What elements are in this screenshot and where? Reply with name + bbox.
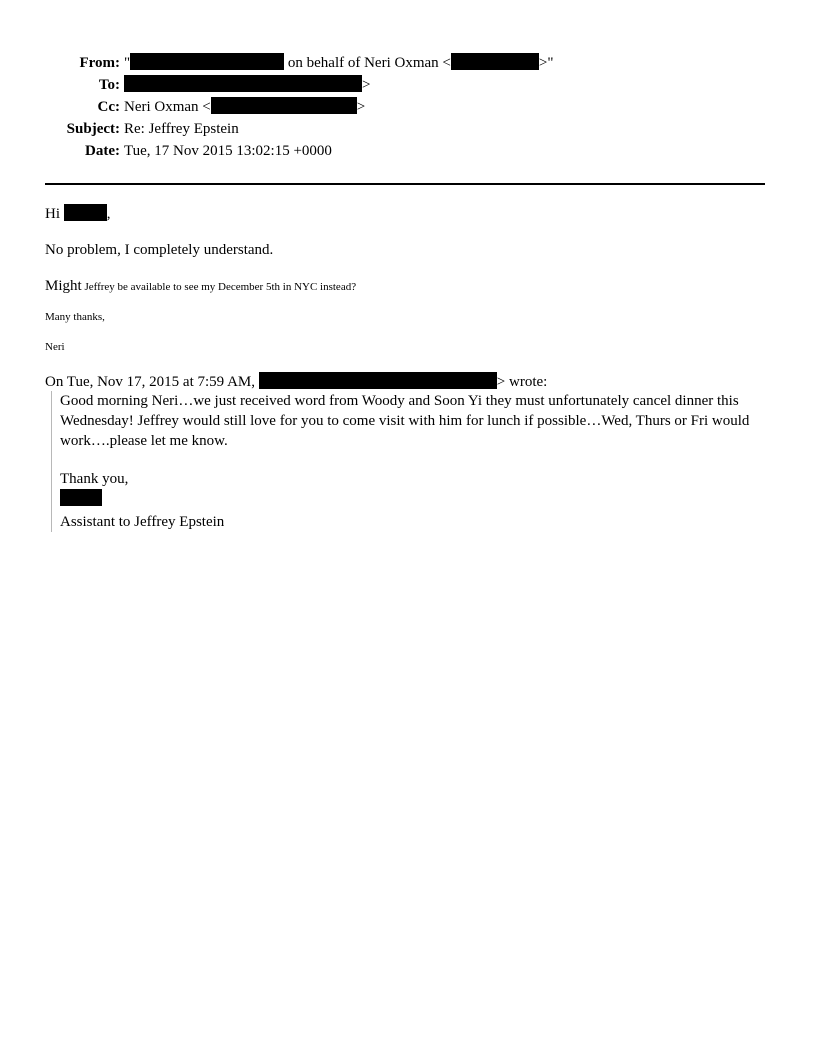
quoted-intro [45,372,547,392]
date-label: Date: [85,143,120,159]
body-line-2-lead: Might [45,278,82,294]
redaction-block [60,489,102,506]
body-line-2-rest: Jeffrey be available to see my December 5th in NYC instead? [81,281,357,293]
to-label: To: [98,77,120,93]
from-row [0,52,816,74]
redaction-block [451,53,539,70]
from-end: >" [538,55,554,71]
thanks-line: Many thanks, [45,311,105,323]
cc-name: Neri Oxman < [124,99,211,115]
to-end: > [362,77,371,93]
cc-end: > [356,99,366,115]
spacer [60,451,776,469]
redaction-block [124,75,362,92]
email-header [0,52,816,162]
header-divider [45,183,765,185]
greeting-line [45,204,111,224]
body-line-1: No problem, I completely understand. [45,242,274,258]
quoted-intro-suffix: > wrote: [496,374,548,390]
date-value: Tue, 17 Nov 2015 13:02:15 +0000 [124,143,332,159]
quoted-thank-you: Thank you, [60,471,129,487]
greeting-text: Hi [45,206,60,222]
quoted-signature-name [60,489,776,512]
redaction-block [64,204,107,221]
date-row [0,140,816,162]
quoted-message [51,391,776,532]
redaction-block [259,372,497,389]
cc-label: Cc: [97,99,120,115]
body-line-2 [45,278,356,295]
to-value [124,74,370,96]
subject-label: Subject: [66,121,120,137]
subject-value: Re: Jeffrey Epstein [124,121,239,137]
from-label: From: [79,55,120,71]
redaction-block [130,53,284,70]
cc-value [124,96,365,118]
greeting-comma: , [106,206,111,222]
to-row [0,74,816,96]
quoted-message-text: Good morning Neri…we just received word from Woody and Soon Yi they must unfortunately cancel dinner this Wednesday! Jeffrey would still love for you to come visit with him for lunch if possible…Wed, Thurs or Fri would work….please let me know. [60,393,750,449]
signoff-line: Neri [45,341,65,353]
from-value [124,52,553,74]
quoted-intro-prefix: On Tue, Nov 17, 2015 at 7:59 AM, [45,374,259,390]
cc-row [0,96,816,118]
from-quote-open: " [124,55,131,71]
redaction-block [211,97,357,114]
quoted-signature-title: Assistant to Jeffrey Epstein [60,514,225,530]
from-middle: on behalf of Neri Oxman < [284,55,451,71]
subject-row [0,118,816,140]
